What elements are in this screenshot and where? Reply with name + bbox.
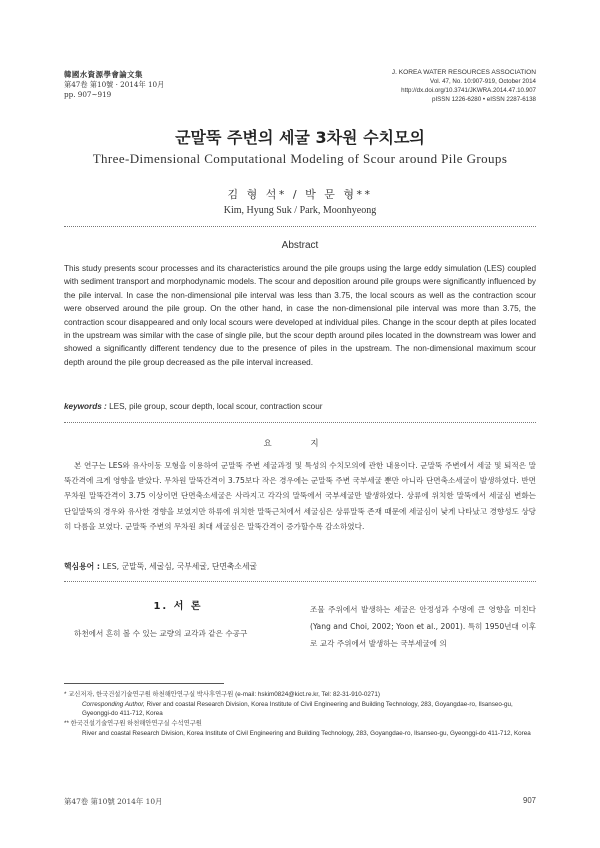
journal-name-ko: 韓國水資源學會論文集: [64, 70, 143, 79]
footnote-1-en: [64, 700, 536, 719]
korean-abstract-body: 본 연구는 LES와 유사이동 모형을 이용하여 군말뚝 주변 세굴과정 및 특성의 수치모의에 관한 내용이다. 군말뚝 주변에서 세굴 및 퇴적은 말뚝간격에 크게 영향을 받았다. 무차원 말뚝간격이 3.75보다 작은 경우에는 군말뚝 주변 국부세굴 뿐만 아니라 단면축소세굴이 발생하였다. 반면 무차원 말뚝간격이 3.75 이상이면 단면축소세굴은 사라지고 각각의 말뚝에서 국부세굴만 발생하였다. 상류에 위치한 말뚝에서 세굴심 변화는 단일말뚝의 경우와 유사한 경향을 보였지만 하류에 위치한 말뚝근처에서 세굴심은 상류말뚝 존재 때문에 세굴심이 낮게 나타났고 경향성도 상당히 다름을 보였다. 군말뚝 주변의 무차원 최대 세굴심은 말뚝간격이 증가할수록 감소하였다.: [64, 461, 536, 531]
doi-link[interactable]: http://dx.doi.org/10.3741/JKWRA.2014.47.10.907: [401, 87, 536, 94]
introduction-heading: 1. 서 론: [153, 601, 203, 612]
abstract-heading: Abstract: [281, 240, 319, 251]
keywords-list: LES, pile group, scour depth, local scour, contraction scour: [109, 402, 323, 411]
volume-en: Vol. 47, No. 10:907-919, October 2014: [430, 78, 536, 85]
introduction-right-column: 조물 주위에서 발생하는 세굴은 안정성과 수명에 큰 영향을 미친다(Yang and Choi, 2002; Yoon et al., 2001). 특히 1950년대 이후로 교각 주위에서 발생하는 국부세굴에 의: [310, 605, 536, 648]
introduction-left-column: 하천에서 흔히 볼 수 있는 교량의 교각과 같은 수공구: [74, 629, 248, 638]
abstract-body: This study presents scour processes and its characteristics around the pile groups using the large eddy simulation (LES) coupled with sediment transport and morphodynamic models. The scour and deposition around pile groups were significantly influenced by the pile interval. In case the non-dimensional pile interval was less than 3.75, the local scours as well as the contraction scour were observed around the pile group. On the other hand, in case the non-dimensional pile interval was more than 3.75, the contraction scour disappeared and only local scours were developed at individual piles. Change in the scour depth at piles located in the upstream was similar with the case of single pile, but the scour depth around piles located in the downstream was lower and showed a significantly different tendency due to the presence of piles in the upstream. The non-dimensional maximum scour depth around the pile group decreased as the pile interval increased.: [64, 264, 536, 367]
korean-keywords: [64, 561, 536, 572]
korean-abstract-heading: 요 지: [263, 439, 337, 449]
footnote-1-ko: * 교신저자, 한국건설기술연구원 하천해안연구실 박사후연구원 (e-mail: hskim0824@kict.re.kr, Tel: 82-31-910-0271): [64, 691, 380, 698]
title-korean: 군말뚝 주변의 세굴 3차원 수치모의: [175, 128, 425, 147]
footnote-rule: [64, 683, 224, 684]
journal-name-en: J. KOREA WATER RESOURCES ASSOCIATION: [391, 69, 536, 76]
journal-header-right: [392, 68, 536, 104]
page-range: pp. 907~919: [64, 90, 112, 99]
issn: pISSN 1226-6280 • eISSN 2287-6138: [432, 96, 536, 103]
footnote-1-affiliation: River and coastal Research Division, Korea Institute of Civil Engineering and Building Technology, 283, Goyangdae-ro, Ilsanseo-gu, Gyeonggi-do 411-712, Korea: [82, 700, 513, 718]
keywords-label: keywords :: [64, 402, 107, 411]
journal-header-left: [64, 70, 164, 100]
authors-english: Kim, Hyung Suk / Park, Moonhyeong: [223, 205, 377, 216]
footnote-1-label: Corresponding Author,: [82, 700, 145, 708]
divider-bottom: [64, 581, 536, 582]
footer-issue: 第47卷 第10號 2014年 10月: [64, 797, 163, 806]
footnote-2-ko: ** 한국건설기술연구원 하천해안연구실 수석연구원: [64, 720, 202, 728]
divider-top: [64, 226, 536, 227]
divider-middle: [64, 422, 536, 423]
korean-keywords-list: LES, 군말뚝, 세굴심, 국부세굴, 단면축소세굴: [102, 562, 258, 571]
korean-keywords-label: 핵심용어 :: [64, 562, 100, 571]
keywords: [64, 402, 536, 411]
authors-korean: 김 형 석* / 박 문 형**: [227, 188, 373, 201]
footnotes: [64, 690, 536, 739]
title-english: Three-Dimensional Computational Modeling of Scour around Pile Groups: [92, 151, 508, 166]
footnote-2-en: River and coastal Research Division, Korea Institute of Civil Engineering and Building Technology, 283, Goyangdae-ro, Ilsanseo-gu, Gyeonggi-do 411-712, Korea: [82, 729, 531, 737]
volume-ko: 第47卷 第10號 · 2014年 10月: [64, 80, 165, 89]
page-number: 907: [522, 796, 536, 805]
